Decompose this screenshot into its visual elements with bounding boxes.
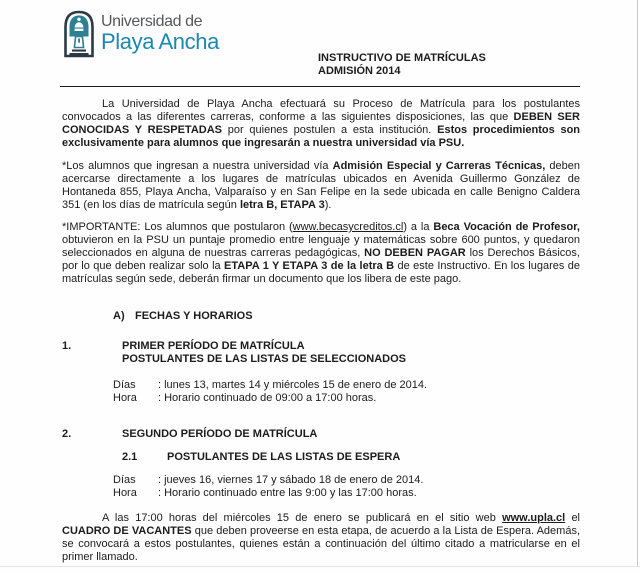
section-a-number: A) (113, 310, 125, 322)
text-run: CUADRO DE VACANTES (62, 525, 192, 537)
section-2-1-heading (122, 451, 580, 464)
schedule-row (113, 487, 580, 500)
text-run: letra B, ETAPA 3 (239, 199, 325, 211)
section-1-title (122, 340, 406, 366)
text-run: los Derechos Básicos, por lo que deben realizar solo la (62, 247, 580, 272)
text-run: La Universidad de Playa Ancha efectuará su Proceso de Matrícula para los postulantes convocados a las diferentes carreras, conforme a las siguientes disposiciones, las que (62, 98, 580, 123)
text-run: *Los alumnos que ingresan a nuestra universidad vía (62, 160, 333, 172)
lighthouse-arch-icon (62, 10, 96, 63)
paragraph-importante (62, 221, 580, 286)
text-run: ). (324, 199, 332, 211)
header-divider-line (60, 86, 580, 87)
section-2-1-title: POSTULANTES DE LAS LISTAS DE ESPERA (167, 451, 401, 463)
section-1-number: 1. (62, 340, 72, 352)
section-a-heading (113, 310, 580, 323)
university-logo-text (101, 10, 219, 53)
section-2-1-schedule (113, 474, 580, 500)
section-1-title-line2: POSTULANTES DE LAS LISTAS DE SELECCIONADOS (122, 353, 406, 365)
text-run: NO DEBEN PAGAR (364, 247, 466, 259)
schedule-label: Días (113, 379, 136, 391)
text-run: A las 17:00 horas del miércoles 15 de enero se publicará en el sitio web (102, 512, 503, 524)
paragraph-intro (62, 98, 580, 150)
schedule-value: : Horario continuado entre las 9:00 y las 17:00 horas. (158, 487, 417, 499)
text-run: obtuvieron en la PSU un puntaje promedio entre lenguaje y matemáticas sobre 600 puntos, y quedaron seleccionados en alguna de nuestras carreras pedagógicas, (62, 234, 580, 259)
section-1-schedule (113, 379, 580, 405)
text-run: DEBEN SER CONOCIDAS Y RESPETADAS (62, 111, 580, 136)
schedule-row (113, 379, 580, 392)
document-header (0, 0, 640, 90)
section-2-1-number: 2.1 (122, 451, 138, 463)
text-run: ) a la (403, 221, 434, 233)
link-url[interactable]: www.becasycreditos.cl (292, 221, 404, 233)
document-body (0, 98, 640, 564)
text-run: Admisión Especial y Carreras Técnicas, (332, 160, 546, 172)
paragraph-cuadro-vacantes (62, 512, 580, 564)
text-run: deben acercarse directamente a los lugares de matrículas ubicados en Avenida Guillermo González de Hontaneda 855, Playa Ancha, Valparaíso y en San Felipe en la sede ubicada en calle Benigno Caldera 351 (en los días de matrícula según (62, 160, 580, 211)
logo-playa-ancha-text: Playa Ancha (101, 29, 219, 54)
schedule-label: Hora (113, 487, 137, 499)
text-run: Beca Vocación de Profesor, (433, 221, 580, 233)
text-run: por quienes postulen a esta institución. (222, 124, 438, 136)
schedule-row (113, 392, 580, 405)
schedule-row (113, 474, 580, 487)
text-run: *IMPORTANTE: Los alumnos que postularon ( (62, 221, 293, 233)
document-title (318, 52, 486, 78)
schedule-label: Hora (113, 392, 137, 404)
document-title-line1: INSTRUCTIVO DE MATRÍCULAS (318, 52, 486, 64)
section-2-title: SEGUNDO PERÍODO DE MATRÍCULA (122, 428, 318, 440)
section-1-heading (62, 340, 580, 366)
university-logo (62, 10, 219, 63)
logo-universidad-de-text: Universidad de (101, 13, 203, 30)
text-run: el (565, 512, 581, 524)
text-run: de este Instructivo. En los lugares de matrículas según sede, deberán firmar un documento que los libera de este pago. (62, 260, 580, 285)
schedule-value: : Horario continuado de 09:00 a 17:00 horas. (158, 392, 377, 404)
text-run: Estos procedimientos son exclusivamente para alumnos que ingresarán a nuestra universidad vía PSU. (62, 124, 581, 149)
link-url[interactable]: www.upla.cl (502, 512, 566, 524)
schedule-value: : jueves 16, viernes 17 y sábado 18 de enero de 2014. (158, 474, 424, 486)
schedule-label: Días (113, 474, 136, 486)
section-2-number: 2. (62, 428, 72, 440)
text-run: que deben proveerse en esta etapa, de acuerdo a la Lista de Espera. Además, se convocará a estos postulantes, quienes están a continuación del último citado a matricularse en el primer llamado. (62, 525, 581, 563)
text-run: ETAPA 1 Y ETAPA 3 de la letra B (224, 260, 395, 272)
section-a-title: FECHAS Y HORARIOS (135, 310, 253, 322)
paragraph-admision-especial (62, 160, 580, 212)
document-title-line2: ADMISIÓN 2014 (318, 65, 401, 77)
section-1-title-line1: PRIMER PERÍODO DE MATRÍCULA (122, 340, 305, 352)
schedule-value: : lunes 13, martes 14 y miércoles 15 de enero de 2014. (158, 379, 428, 391)
section-2-heading (62, 428, 580, 441)
